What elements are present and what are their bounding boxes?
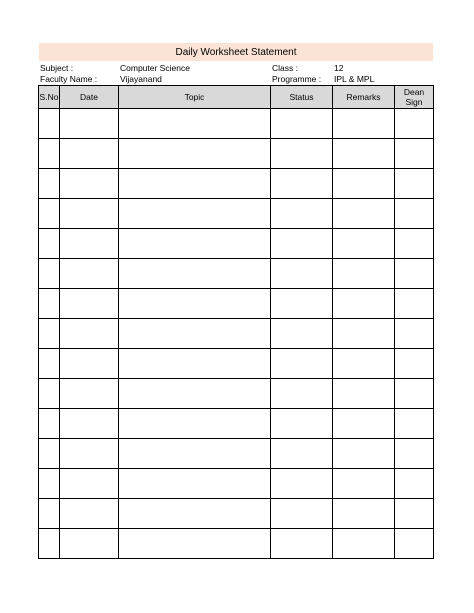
- subject-label: Subject :: [40, 63, 74, 73]
- table-cell-topic[interactable]: [119, 529, 271, 559]
- table-cell-dean-sign[interactable]: [395, 199, 434, 229]
- table-cell-remarks[interactable]: [333, 349, 395, 379]
- subject-value: Computer Science: [120, 63, 190, 73]
- table-cell-remarks[interactable]: [333, 259, 395, 289]
- table-cell-sno[interactable]: [39, 439, 60, 469]
- faculty-value: Vijayanand: [120, 74, 162, 84]
- table-cell-sno[interactable]: [39, 529, 60, 559]
- table-cell-dean-sign[interactable]: [395, 349, 434, 379]
- table-cell-status[interactable]: [271, 529, 333, 559]
- class-value: 12: [334, 63, 344, 73]
- table-cell-sno[interactable]: [39, 199, 60, 229]
- table-cell-topic[interactable]: [119, 439, 271, 469]
- table-cell-status[interactable]: [271, 439, 333, 469]
- table-cell-topic[interactable]: [119, 469, 271, 499]
- table-cell-date[interactable]: [60, 169, 119, 199]
- worksheet-table: [38, 85, 434, 559]
- table-cell-date[interactable]: [60, 529, 119, 559]
- table-cell-dean-sign[interactable]: [395, 319, 434, 349]
- table-cell-status[interactable]: [271, 109, 333, 139]
- table-cell-status[interactable]: [271, 469, 333, 499]
- table-cell-topic[interactable]: [119, 229, 271, 259]
- table-row: [39, 259, 434, 289]
- column-header-text: Date: [80, 92, 98, 102]
- table-row: [39, 499, 434, 529]
- table-cell-status[interactable]: [271, 349, 333, 379]
- table-cell-remarks[interactable]: [333, 409, 395, 439]
- table-cell-date[interactable]: [60, 229, 119, 259]
- table-row: [39, 229, 434, 259]
- column-header-text: Remarks: [346, 92, 381, 102]
- table-cell-status[interactable]: [271, 379, 333, 409]
- table-cell-remarks[interactable]: [333, 289, 395, 319]
- programme-label: Programme :: [272, 74, 322, 84]
- table-cell-topic[interactable]: [119, 139, 271, 169]
- table-cell-status[interactable]: [271, 259, 333, 289]
- table-row: [39, 109, 434, 139]
- table-cell-topic[interactable]: [119, 409, 271, 439]
- table-cell-status[interactable]: [271, 229, 333, 259]
- table-body: [39, 109, 434, 559]
- table-cell-sno[interactable]: [39, 469, 60, 499]
- column-header-topic: [119, 86, 271, 109]
- table-row: [39, 529, 434, 559]
- table-cell-date[interactable]: [60, 319, 119, 349]
- table-row: [39, 319, 434, 349]
- table-cell-dean-sign[interactable]: [395, 169, 434, 199]
- table-cell-topic[interactable]: [119, 109, 271, 139]
- column-header-text: Status: [289, 92, 314, 102]
- table-row: [39, 289, 434, 319]
- table-cell-dean-sign[interactable]: [395, 529, 434, 559]
- table-cell-topic[interactable]: [119, 289, 271, 319]
- table-cell-remarks[interactable]: [333, 229, 395, 259]
- table-cell-sno[interactable]: [39, 499, 60, 529]
- table-cell-status[interactable]: [271, 169, 333, 199]
- table-cell-status[interactable]: [271, 139, 333, 169]
- table-row: [39, 409, 434, 439]
- table-cell-remarks[interactable]: [333, 469, 395, 499]
- table-cell-remarks[interactable]: [333, 319, 395, 349]
- class-label: Class :: [272, 63, 298, 73]
- table-cell-remarks[interactable]: [333, 169, 395, 199]
- column-header-date: [60, 86, 119, 109]
- table-row: [39, 469, 434, 499]
- table-cell-date[interactable]: [60, 439, 119, 469]
- table-cell-dean-sign[interactable]: [395, 499, 434, 529]
- table-cell-date[interactable]: [60, 139, 119, 169]
- table-cell-remarks[interactable]: [333, 439, 395, 469]
- table-row: [39, 139, 434, 169]
- table-cell-sno[interactable]: [39, 109, 60, 139]
- column-header-text: Topic: [184, 92, 205, 102]
- table-cell-topic[interactable]: [119, 169, 271, 199]
- table-cell-remarks[interactable]: [333, 199, 395, 229]
- table-cell-sno[interactable]: [39, 409, 60, 439]
- table-cell-sno[interactable]: [39, 139, 60, 169]
- column-header-text: Sign: [405, 97, 423, 107]
- table-cell-sno[interactable]: [39, 289, 60, 319]
- table-cell-dean-sign[interactable]: [395, 469, 434, 499]
- table-cell-date[interactable]: [60, 199, 119, 229]
- table-cell-dean-sign[interactable]: [395, 229, 434, 259]
- column-header-status: [271, 86, 333, 109]
- table-cell-sno[interactable]: [39, 229, 60, 259]
- table-cell-topic[interactable]: [119, 379, 271, 409]
- table-cell-status[interactable]: [271, 199, 333, 229]
- table-cell-date[interactable]: [60, 259, 119, 289]
- table-cell-date[interactable]: [60, 499, 119, 529]
- table-cell-topic[interactable]: [119, 319, 271, 349]
- table-cell-date[interactable]: [60, 379, 119, 409]
- table-cell-topic[interactable]: [119, 349, 271, 379]
- table-cell-status[interactable]: [271, 499, 333, 529]
- table-cell-date[interactable]: [60, 109, 119, 139]
- table-cell-dean-sign[interactable]: [395, 259, 434, 289]
- table-row: [39, 379, 434, 409]
- table-row: [39, 349, 434, 379]
- table-cell-remarks[interactable]: [333, 109, 395, 139]
- table-cell-dean-sign[interactable]: [395, 109, 434, 139]
- table-cell-sno[interactable]: [39, 259, 60, 289]
- table-cell-status[interactable]: [271, 409, 333, 439]
- table-cell-dean-sign[interactable]: [395, 439, 434, 469]
- table-cell-date[interactable]: [60, 289, 119, 319]
- table-cell-remarks[interactable]: [333, 139, 395, 169]
- column-header-sno: [39, 86, 60, 109]
- table-row: [39, 199, 434, 229]
- table-cell-dean-sign[interactable]: [395, 379, 434, 409]
- table-cell-sno[interactable]: [39, 169, 60, 199]
- table-row: [39, 439, 434, 469]
- column-header-text: Dean: [403, 87, 425, 97]
- table-header-row: [39, 86, 434, 109]
- table-cell-status[interactable]: [271, 289, 333, 319]
- column-header-text: S.No: [39, 92, 59, 102]
- table-cell-topic[interactable]: [119, 259, 271, 289]
- faculty-label: Faculty Name :: [40, 74, 98, 84]
- table-cell-remarks[interactable]: [333, 379, 395, 409]
- table-cell-topic[interactable]: [119, 199, 271, 229]
- worksheet-title: Daily Worksheet Statement: [175, 46, 297, 58]
- table-cell-date[interactable]: [60, 409, 119, 439]
- table-cell-date[interactable]: [60, 469, 119, 499]
- table-cell-date[interactable]: [60, 349, 119, 379]
- table-row: [39, 169, 434, 199]
- column-header-remarks: [333, 86, 395, 109]
- table-cell-status[interactable]: [271, 319, 333, 349]
- table-cell-remarks[interactable]: [333, 499, 395, 529]
- table-cell-topic[interactable]: [119, 499, 271, 529]
- table-cell-sno[interactable]: [39, 349, 60, 379]
- column-header-dean-sign: [395, 86, 434, 109]
- table-cell-dean-sign[interactable]: [395, 409, 434, 439]
- programme-value: IPL & MPL: [334, 74, 375, 84]
- worksheet-title-bar: [39, 43, 433, 61]
- table-cell-sno[interactable]: [39, 319, 60, 349]
- table-cell-dean-sign[interactable]: [395, 139, 434, 169]
- table-cell-sno[interactable]: [39, 379, 60, 409]
- table-cell-remarks[interactable]: [333, 529, 395, 559]
- table-cell-dean-sign[interactable]: [395, 289, 434, 319]
